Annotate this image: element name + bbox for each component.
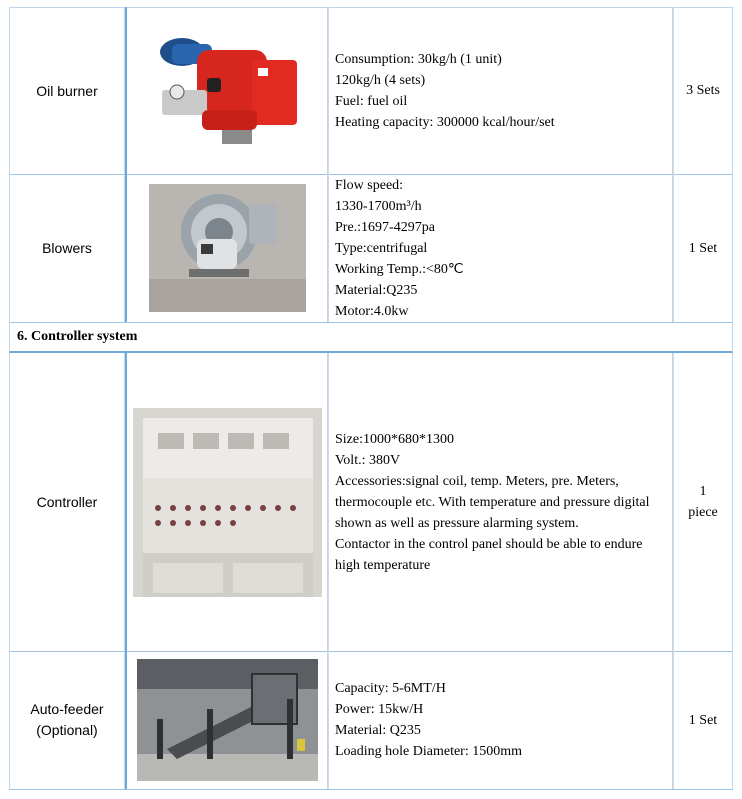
- spec-line: Type:centrifugal: [335, 240, 428, 256]
- spec-line: Capacity: 5-6MT/H: [335, 681, 446, 696]
- spec-line: Volt.: 380V: [335, 452, 401, 468]
- item-specs: [328, 651, 673, 789]
- spec-line: 1330-1700m³/h: [335, 198, 422, 214]
- spec-line: Contactor in the control panel should be able to endure: [335, 536, 643, 552]
- blower-icon: [149, 184, 306, 312]
- blower-image: [125, 174, 328, 322]
- oil-burner-image: [125, 7, 328, 174]
- table-row-controller: [9, 353, 733, 652]
- item-name: Controller: [9, 353, 125, 651]
- spec-line: Material:Q235: [335, 282, 418, 298]
- spec-line: Flow speed:: [335, 177, 404, 193]
- spec-line: Accessories:signal coil, temp. Meters, pre. Meters,: [335, 473, 619, 489]
- item-name: [9, 651, 125, 789]
- item-quantity: 1 Set: [673, 174, 733, 322]
- table-row-blowers: [9, 174, 733, 323]
- auto-feeder-icon: [137, 659, 318, 781]
- controller-image: [125, 353, 328, 651]
- spec-line: Working Temp.:<80℃: [335, 261, 464, 277]
- item-name: Blowers: [9, 174, 125, 322]
- controller-icon: [133, 408, 322, 597]
- auto-feeder-image: [125, 651, 328, 789]
- spec-line: Material: Q235: [335, 723, 421, 738]
- item-quantity: 1 Set: [673, 651, 733, 789]
- quantity-unit: piece: [688, 505, 718, 520]
- table-row-auto-feeder: [9, 651, 733, 790]
- item-specs: [328, 353, 673, 651]
- spec-line: Size:1000*680*1300: [335, 431, 454, 447]
- table-row-oil-burner: [9, 7, 733, 175]
- spec-line: Power: 15kw/H: [335, 702, 424, 717]
- item-name-note: (Optional): [36, 722, 98, 738]
- item-specs: [328, 174, 673, 322]
- item-name: Oil burner: [9, 7, 125, 174]
- section-heading: 6. Controller system: [9, 322, 733, 353]
- spec-line: thermocouple etc. With temperature and pressure digital: [335, 494, 650, 510]
- quantity-number: 1: [699, 484, 707, 499]
- spec-line: Consumption: 30kg/h (1 unit): [335, 51, 502, 67]
- oil-burner-icon: [142, 30, 312, 152]
- spec-line: Motor:4.0kw: [335, 303, 409, 319]
- spec-line: Pre.:1697-4297pa: [335, 219, 435, 235]
- spec-line: Heating capacity: 300000 kcal/hour/set: [335, 114, 555, 130]
- spec-line: high temperature: [335, 557, 431, 573]
- spec-line: shown as well as pressure alarming system.: [335, 515, 579, 531]
- spec-line: Fuel: fuel oil: [335, 93, 408, 109]
- item-specs: [328, 7, 673, 174]
- item-name-line: Auto-feeder: [30, 701, 104, 717]
- item-quantity: 3 Sets: [673, 7, 733, 174]
- spec-line: 120kg/h (4 sets): [335, 72, 426, 88]
- item-quantity: [673, 353, 733, 651]
- spec-line: Loading hole Diameter: 1500mm: [335, 744, 523, 759]
